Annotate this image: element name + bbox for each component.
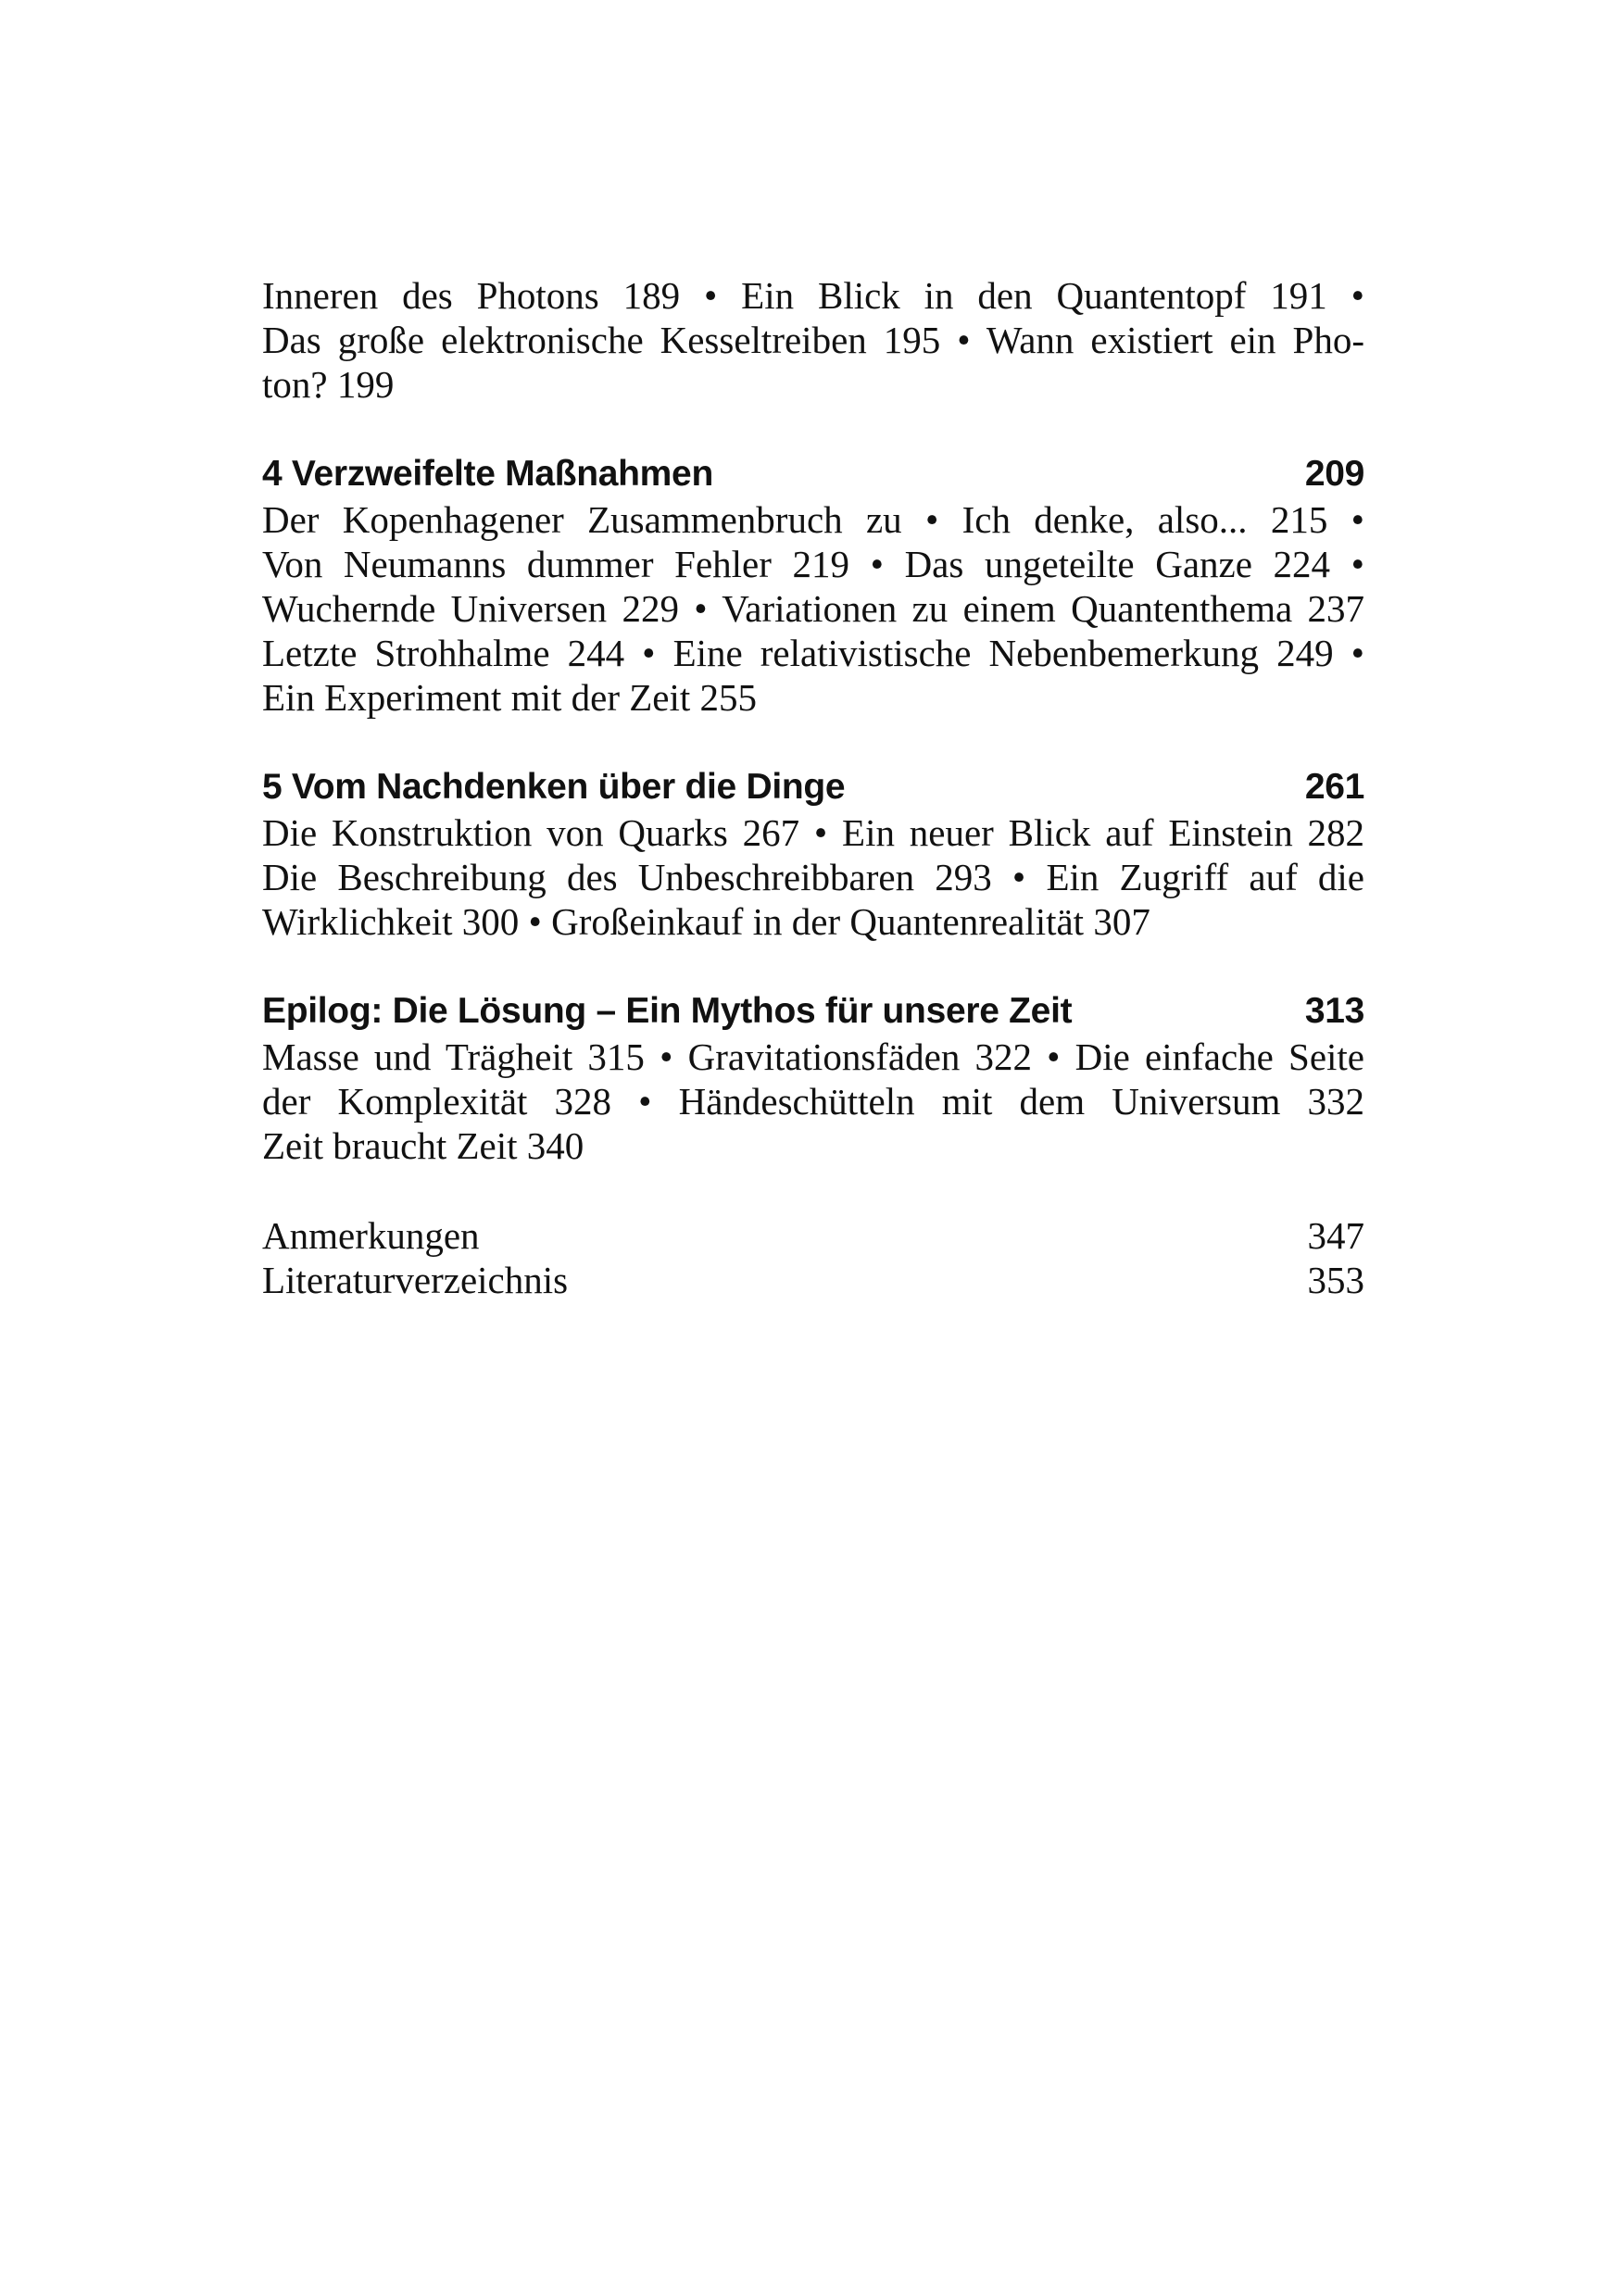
chapter-heading <box>262 988 1364 1035</box>
chapter-section-5 <box>262 764 1364 944</box>
appendix-entry <box>262 1213 1364 1258</box>
chapter-title: Epilog: Die Lösung – Ein Mythos für unsere Zeit <box>262 991 1073 1031</box>
appendix-entry <box>262 1258 1364 1302</box>
appendix-label: Literaturverzeichnis <box>262 1259 569 1301</box>
appendix-label: Anmerkungen <box>262 1214 480 1257</box>
appendix-page-number: 347 <box>1307 1214 1364 1257</box>
section-line: Der Kopenhagener Zusammenbruch zu • Ich denke, also... 215 • <box>262 498 1364 541</box>
section-line: Wuchernde Universen 229 • Variationen zu einem Quantenthema 237 <box>262 587 1364 630</box>
intro-line: Inneren des Photons 189 • Ein Blick in den Quantentopf 191 • <box>262 274 1364 317</box>
chapter-heading <box>262 764 1364 810</box>
chapter-title: 4 Verzweifelte Maßnahmen <box>262 454 713 494</box>
section-line: Wirklichkeit 300 • Großeinkauf in der Quantenrealität 307 <box>262 900 1150 943</box>
table-of-contents <box>262 273 1364 1302</box>
epilog-section <box>262 988 1364 1168</box>
chapter-page-number: 209 <box>1304 454 1364 494</box>
chapter-title: 5 Vom Nachdenken über die Dinge <box>262 767 846 807</box>
intro-line: Das große elektronische Kesseltreiben 195 • Wann existiert ein Pho- <box>262 319 1364 361</box>
chapter-heading <box>262 451 1364 497</box>
section-line: Die Konstruktion von Quarks 267 • Ein neuer Blick auf Einstein 282 <box>262 811 1364 854</box>
intro-line: ton? 199 <box>262 363 395 406</box>
chapter-page-number: 261 <box>1304 767 1364 807</box>
section-line: Die Beschreibung des Unbeschreibbaren 293 • Ein Zugriff auf die <box>262 856 1364 898</box>
appendix-page-number: 353 <box>1307 1259 1364 1301</box>
section-line: der Komplexität 328 • Händeschütteln mit dem Universum 332 <box>262 1080 1364 1123</box>
section-line: Letzte Strohhalme 244 • Eine relativistische Nebenbemerkung 249 • <box>262 632 1364 674</box>
section-line: Zeit braucht Zeit 340 <box>262 1124 584 1167</box>
section-line: Masse und Trägheit 315 • Gravitationsfäden 322 • Die einfache Seite <box>262 1035 1364 1078</box>
intro-section <box>262 273 1364 407</box>
appendix-section <box>262 1213 1364 1302</box>
chapter-section-4 <box>262 451 1364 720</box>
chapter-page-number: 313 <box>1304 991 1364 1031</box>
section-line: Von Neumanns dummer Fehler 219 • Das ungeteilte Ganze 224 • <box>262 543 1364 585</box>
section-line: Ein Experiment mit der Zeit 255 <box>262 676 758 719</box>
